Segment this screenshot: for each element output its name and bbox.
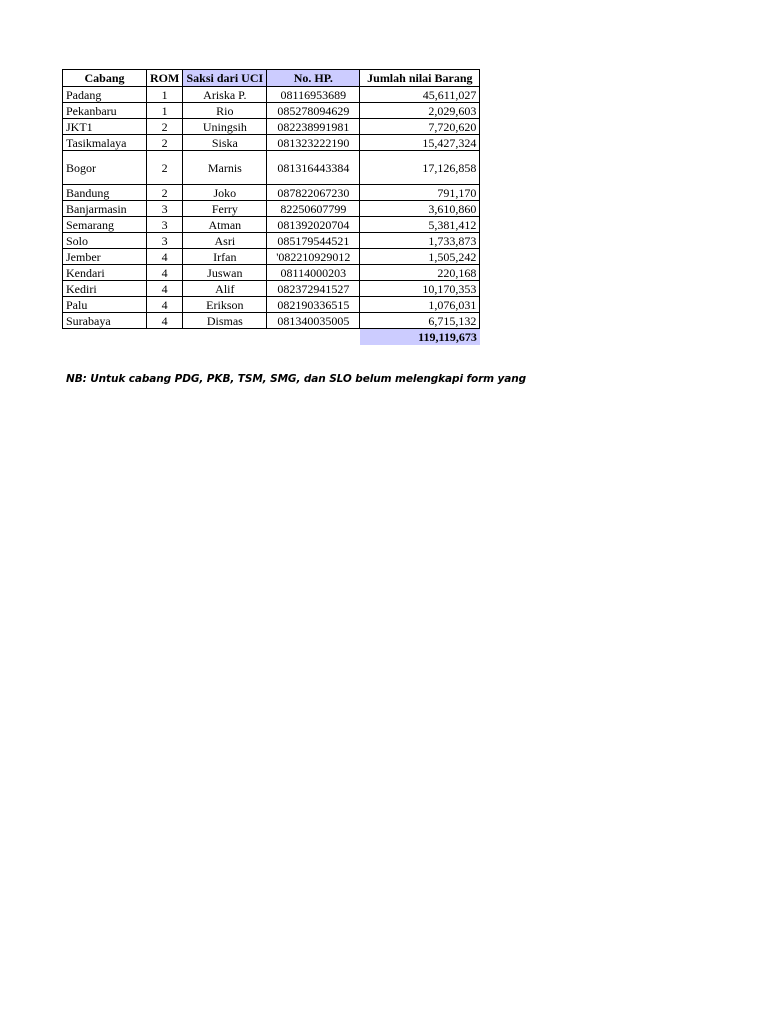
cell-cabang[interactable]: Pekanbaru [63, 103, 147, 119]
table-row [63, 87, 480, 103]
branch-table [62, 69, 480, 345]
cell-rom[interactable]: 2 [147, 151, 183, 185]
cell-cabang[interactable]: Jember [63, 249, 147, 265]
cell-cabang[interactable]: Banjarmasin [63, 201, 147, 217]
empty-cell[interactable] [63, 329, 147, 345]
cell-rom[interactable]: 4 [147, 265, 183, 281]
cell-jumlah[interactable]: 45,611,027 [360, 87, 480, 103]
cell-no-hp[interactable]: 081340035005 [267, 313, 360, 329]
cell-no-hp[interactable]: 087822067230 [267, 185, 360, 201]
cell-jumlah[interactable]: 791,170 [360, 185, 480, 201]
header-jumlah[interactable]: Jumlah nilai Barang [360, 70, 480, 87]
cell-rom[interactable]: 1 [147, 103, 183, 119]
cell-rom[interactable]: 3 [147, 217, 183, 233]
cell-rom[interactable]: 4 [147, 281, 183, 297]
table-row [63, 103, 480, 119]
cell-cabang[interactable]: Bogor [63, 151, 147, 185]
cell-cabang[interactable]: Semarang [63, 217, 147, 233]
cell-cabang[interactable]: Bandung [63, 185, 147, 201]
cell-rom[interactable]: 3 [147, 233, 183, 249]
table-row [63, 281, 480, 297]
cell-no-hp[interactable]: 081316443384 [267, 151, 360, 185]
cell-jumlah[interactable]: 15,427,324 [360, 135, 480, 151]
table-row [63, 201, 480, 217]
cell-rom[interactable]: 2 [147, 185, 183, 201]
cell-no-hp[interactable]: 082238991981 [267, 119, 360, 135]
cell-no-hp[interactable]: 82250607799 [267, 201, 360, 217]
cell-saksi[interactable]: Juswan [183, 265, 267, 281]
cell-rom[interactable]: 4 [147, 297, 183, 313]
empty-cell[interactable] [147, 329, 183, 345]
cell-cabang[interactable]: Solo [63, 233, 147, 249]
total-row [63, 329, 480, 345]
cell-saksi[interactable]: Siska [183, 135, 267, 151]
table-header-row [63, 70, 480, 87]
cell-cabang[interactable]: Kediri [63, 281, 147, 297]
spreadsheet-area [62, 69, 480, 345]
cell-cabang[interactable]: Padang [63, 87, 147, 103]
cell-jumlah[interactable]: 2,029,603 [360, 103, 480, 119]
cell-saksi[interactable]: Ariska P. [183, 87, 267, 103]
cell-saksi[interactable]: Erikson [183, 297, 267, 313]
empty-cell[interactable] [183, 329, 267, 345]
cell-no-hp[interactable]: 08116953689 [267, 87, 360, 103]
cell-saksi[interactable]: Alif [183, 281, 267, 297]
cell-jumlah[interactable]: 1,733,873 [360, 233, 480, 249]
cell-no-hp[interactable]: 081392020704 [267, 217, 360, 233]
cell-saksi[interactable]: Joko [183, 185, 267, 201]
table-body [63, 87, 480, 329]
cell-no-hp[interactable]: 08114000203 [267, 265, 360, 281]
cell-cabang[interactable]: Kendari [63, 265, 147, 281]
cell-jumlah[interactable]: 6,715,132 [360, 313, 480, 329]
cell-jumlah[interactable]: 17,126,858 [360, 151, 480, 185]
cell-cabang[interactable]: Surabaya [63, 313, 147, 329]
cell-rom[interactable]: 4 [147, 249, 183, 265]
empty-cell[interactable] [267, 329, 360, 345]
cell-no-hp[interactable]: '082210929012 [267, 249, 360, 265]
cell-rom[interactable]: 4 [147, 313, 183, 329]
total-value[interactable]: 119,119,673 [360, 329, 480, 345]
cell-cabang[interactable]: Palu [63, 297, 147, 313]
cell-jumlah[interactable]: 10,170,353 [360, 281, 480, 297]
cell-jumlah[interactable]: 5,381,412 [360, 217, 480, 233]
cell-rom[interactable]: 2 [147, 119, 183, 135]
cell-jumlah[interactable]: 7,720,620 [360, 119, 480, 135]
footnote[interactable]: NB: Untuk cabang PDG, PKB, TSM, SMG, dan SLO belum melengkapi form yang [66, 373, 527, 385]
cell-no-hp[interactable]: 081323222190 [267, 135, 360, 151]
cell-rom[interactable]: 1 [147, 87, 183, 103]
cell-no-hp[interactable]: 085179544521 [267, 233, 360, 249]
cell-saksi[interactable]: Ferry [183, 201, 267, 217]
header-cabang[interactable]: Cabang [63, 70, 147, 87]
table-row [63, 135, 480, 151]
cell-no-hp[interactable]: 082372941527 [267, 281, 360, 297]
table-row [63, 151, 480, 185]
table-row [63, 313, 480, 329]
cell-saksi[interactable]: Dismas [183, 313, 267, 329]
cell-no-hp[interactable]: 082190336515 [267, 297, 360, 313]
table-row [63, 119, 480, 135]
table-row [63, 185, 480, 201]
cell-jumlah[interactable]: 220,168 [360, 265, 480, 281]
header-saksi[interactable]: Saksi dari UCI [183, 70, 267, 87]
cell-cabang[interactable]: JKT1 [63, 119, 147, 135]
cell-saksi[interactable]: Asri [183, 233, 267, 249]
cell-jumlah[interactable]: 1,076,031 [360, 297, 480, 313]
cell-saksi[interactable]: Uningsih [183, 119, 267, 135]
table-row [63, 297, 480, 313]
cell-saksi[interactable]: Marnis [183, 151, 267, 185]
cell-rom[interactable]: 3 [147, 201, 183, 217]
table-row [63, 217, 480, 233]
table-row [63, 249, 480, 265]
cell-saksi[interactable]: Atman [183, 217, 267, 233]
cell-jumlah[interactable]: 1,505,242 [360, 249, 480, 265]
cell-no-hp[interactable]: 085278094629 [267, 103, 360, 119]
cell-saksi[interactable]: Irfan [183, 249, 267, 265]
cell-rom[interactable]: 2 [147, 135, 183, 151]
header-no-hp[interactable]: No. HP. [267, 70, 360, 87]
cell-jumlah[interactable]: 3,610,860 [360, 201, 480, 217]
cell-cabang[interactable]: Tasikmalaya [63, 135, 147, 151]
header-rom[interactable]: ROM [147, 70, 183, 87]
table-row [63, 233, 480, 249]
table-row [63, 265, 480, 281]
cell-saksi[interactable]: Rio [183, 103, 267, 119]
